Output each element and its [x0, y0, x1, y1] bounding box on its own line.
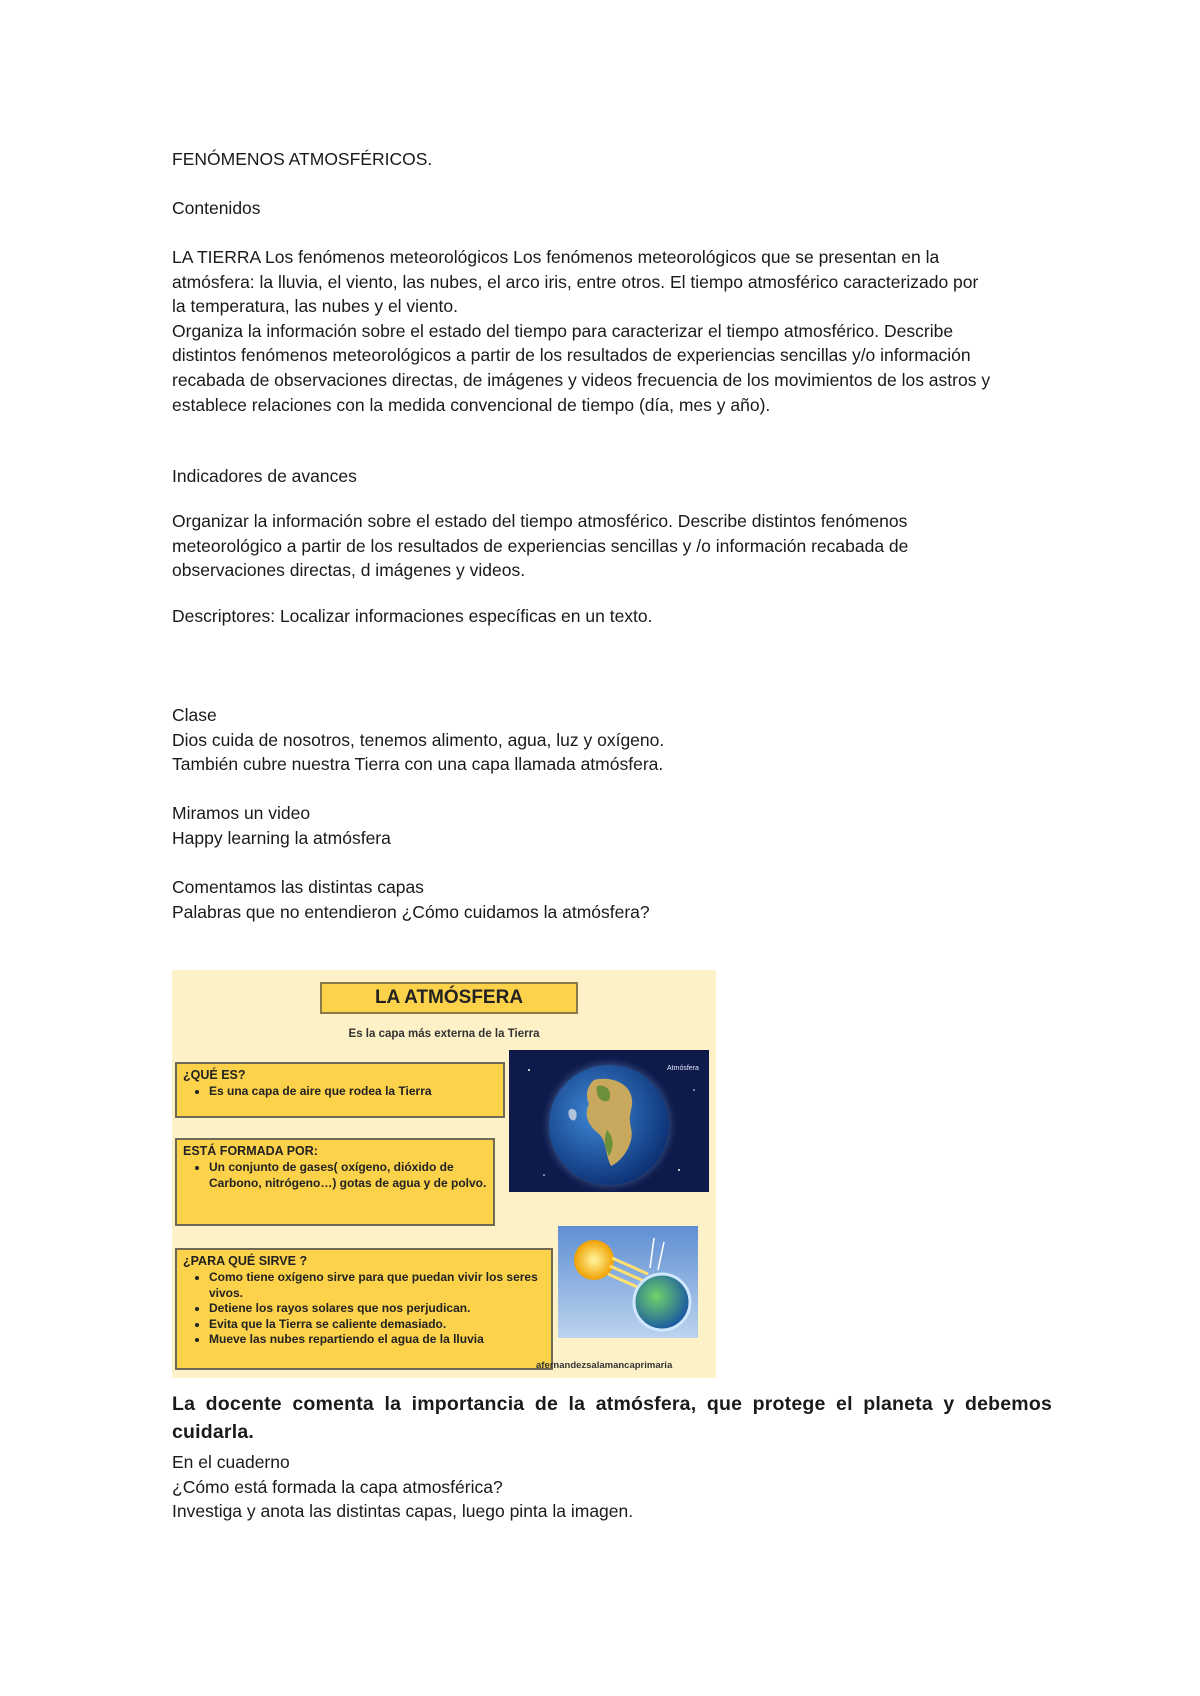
capas-block: Comentamos las distintas capas Palabras que no entendieron ¿Cómo cuidamos la atmósfera? — [172, 877, 650, 922]
document-title: FENÓMENOS ATMOSFÉRICOS. — [172, 149, 433, 169]
clase-block: Clase Dios cuida de nosotros, tenemos alimento, agua, luz y oxígeno. También cubre nuestra Tierra con una capa llamada atmósfera. — [172, 705, 665, 775]
contenidos-paragraph: LA TIERRA Los fenómenos meteorológicos Los fenómenos meteorológicos que se presentan en la atmósfera: la lluvia, el viento, las nubes, el arco iris, entre otros. El tiempo atmosférico caracterizado por la temperatura, las nubes y el viento. Organiza la información sobre el estado del tiempo para caracterizar el tiempo atmosférico. Describe distintos fenómenos meteorológicos a partir de los resultados de experiencias sencillas y/o información recabada de observaciones directas, de imágenes y videos frecuencia de los movimientos de los astros y establece relaciones con la medida convencional de tiempo (día, mes y año). — [172, 247, 991, 415]
para-que-sirve-heading: ¿PARA QUÉ SIRVE ? — [183, 1254, 308, 1268]
earth-atmosphere-picture — [509, 1050, 709, 1192]
indicadores-heading: Indicadores de avances — [172, 466, 357, 486]
infographic-subtitle: Es la capa más externa de la Tierra — [348, 1028, 540, 1040]
infographic-title: LA ATMÓSFERA — [320, 982, 578, 1014]
sirve-item: • Mueve las nubes repartiendo el agua de la lluvia — [209, 1332, 545, 1348]
que-es-item: • Es una capa de aire que rodea la Tierra — [209, 1084, 497, 1100]
indicadores-paragraph: Organizar la información sobre el estado del tiempo atmosférico. Describe distintos fenómenos meteorológico a partir de los resultados de experiencias sencillas y /o información recabada de observaciones directas, d imágenes y videos. — [172, 511, 909, 581]
sirve-item: • Detiene los rayos solares que nos perjudican. — [209, 1301, 545, 1317]
sirve-item: • Como tiene oxígeno sirve para que puedan vivir los seres vivos. — [209, 1270, 545, 1301]
earth-label: Atmósfera — [667, 1065, 699, 1072]
que-es-heading: ¿QUÉ ES? — [183, 1068, 246, 1082]
descriptores-line: Descriptores: Localizar informaciones específicas en un texto. — [172, 606, 653, 626]
contenidos-heading: Contenidos — [172, 198, 261, 218]
sun-earth-picture — [558, 1226, 698, 1338]
atmosphere-infographic — [172, 970, 716, 1378]
docente-statement: La docente comenta la importancia de la atmósfera, que protege el planeta y debemos cuidarla. — [172, 1393, 1058, 1443]
formada-por-box — [175, 1138, 495, 1226]
earth-globe-icon — [509, 1050, 709, 1192]
para-que-sirve-box — [175, 1248, 553, 1370]
infographic-credit: afernandezsalamancaprimaria — [536, 1360, 673, 1371]
sirve-item: • Evita que la Tierra se caliente demasiado. — [209, 1317, 545, 1333]
video-block: Miramos un video Happy learning la atmósfera — [172, 803, 391, 848]
sun-rays-icon — [558, 1226, 698, 1338]
formada-por-item: • Un conjunto de gases( oxígeno, dióxido de Carbono, nitrógeno…) gotas de agua y de polvo. — [209, 1160, 487, 1191]
formada-por-heading: ESTÁ FORMADA POR: — [183, 1144, 318, 1158]
cuaderno-block: En el cuaderno ¿Cómo está formada la capa atmosférica? Investiga y anota las distintas capas, luego pinta la imagen. — [172, 1452, 634, 1522]
que-es-box — [175, 1062, 505, 1118]
